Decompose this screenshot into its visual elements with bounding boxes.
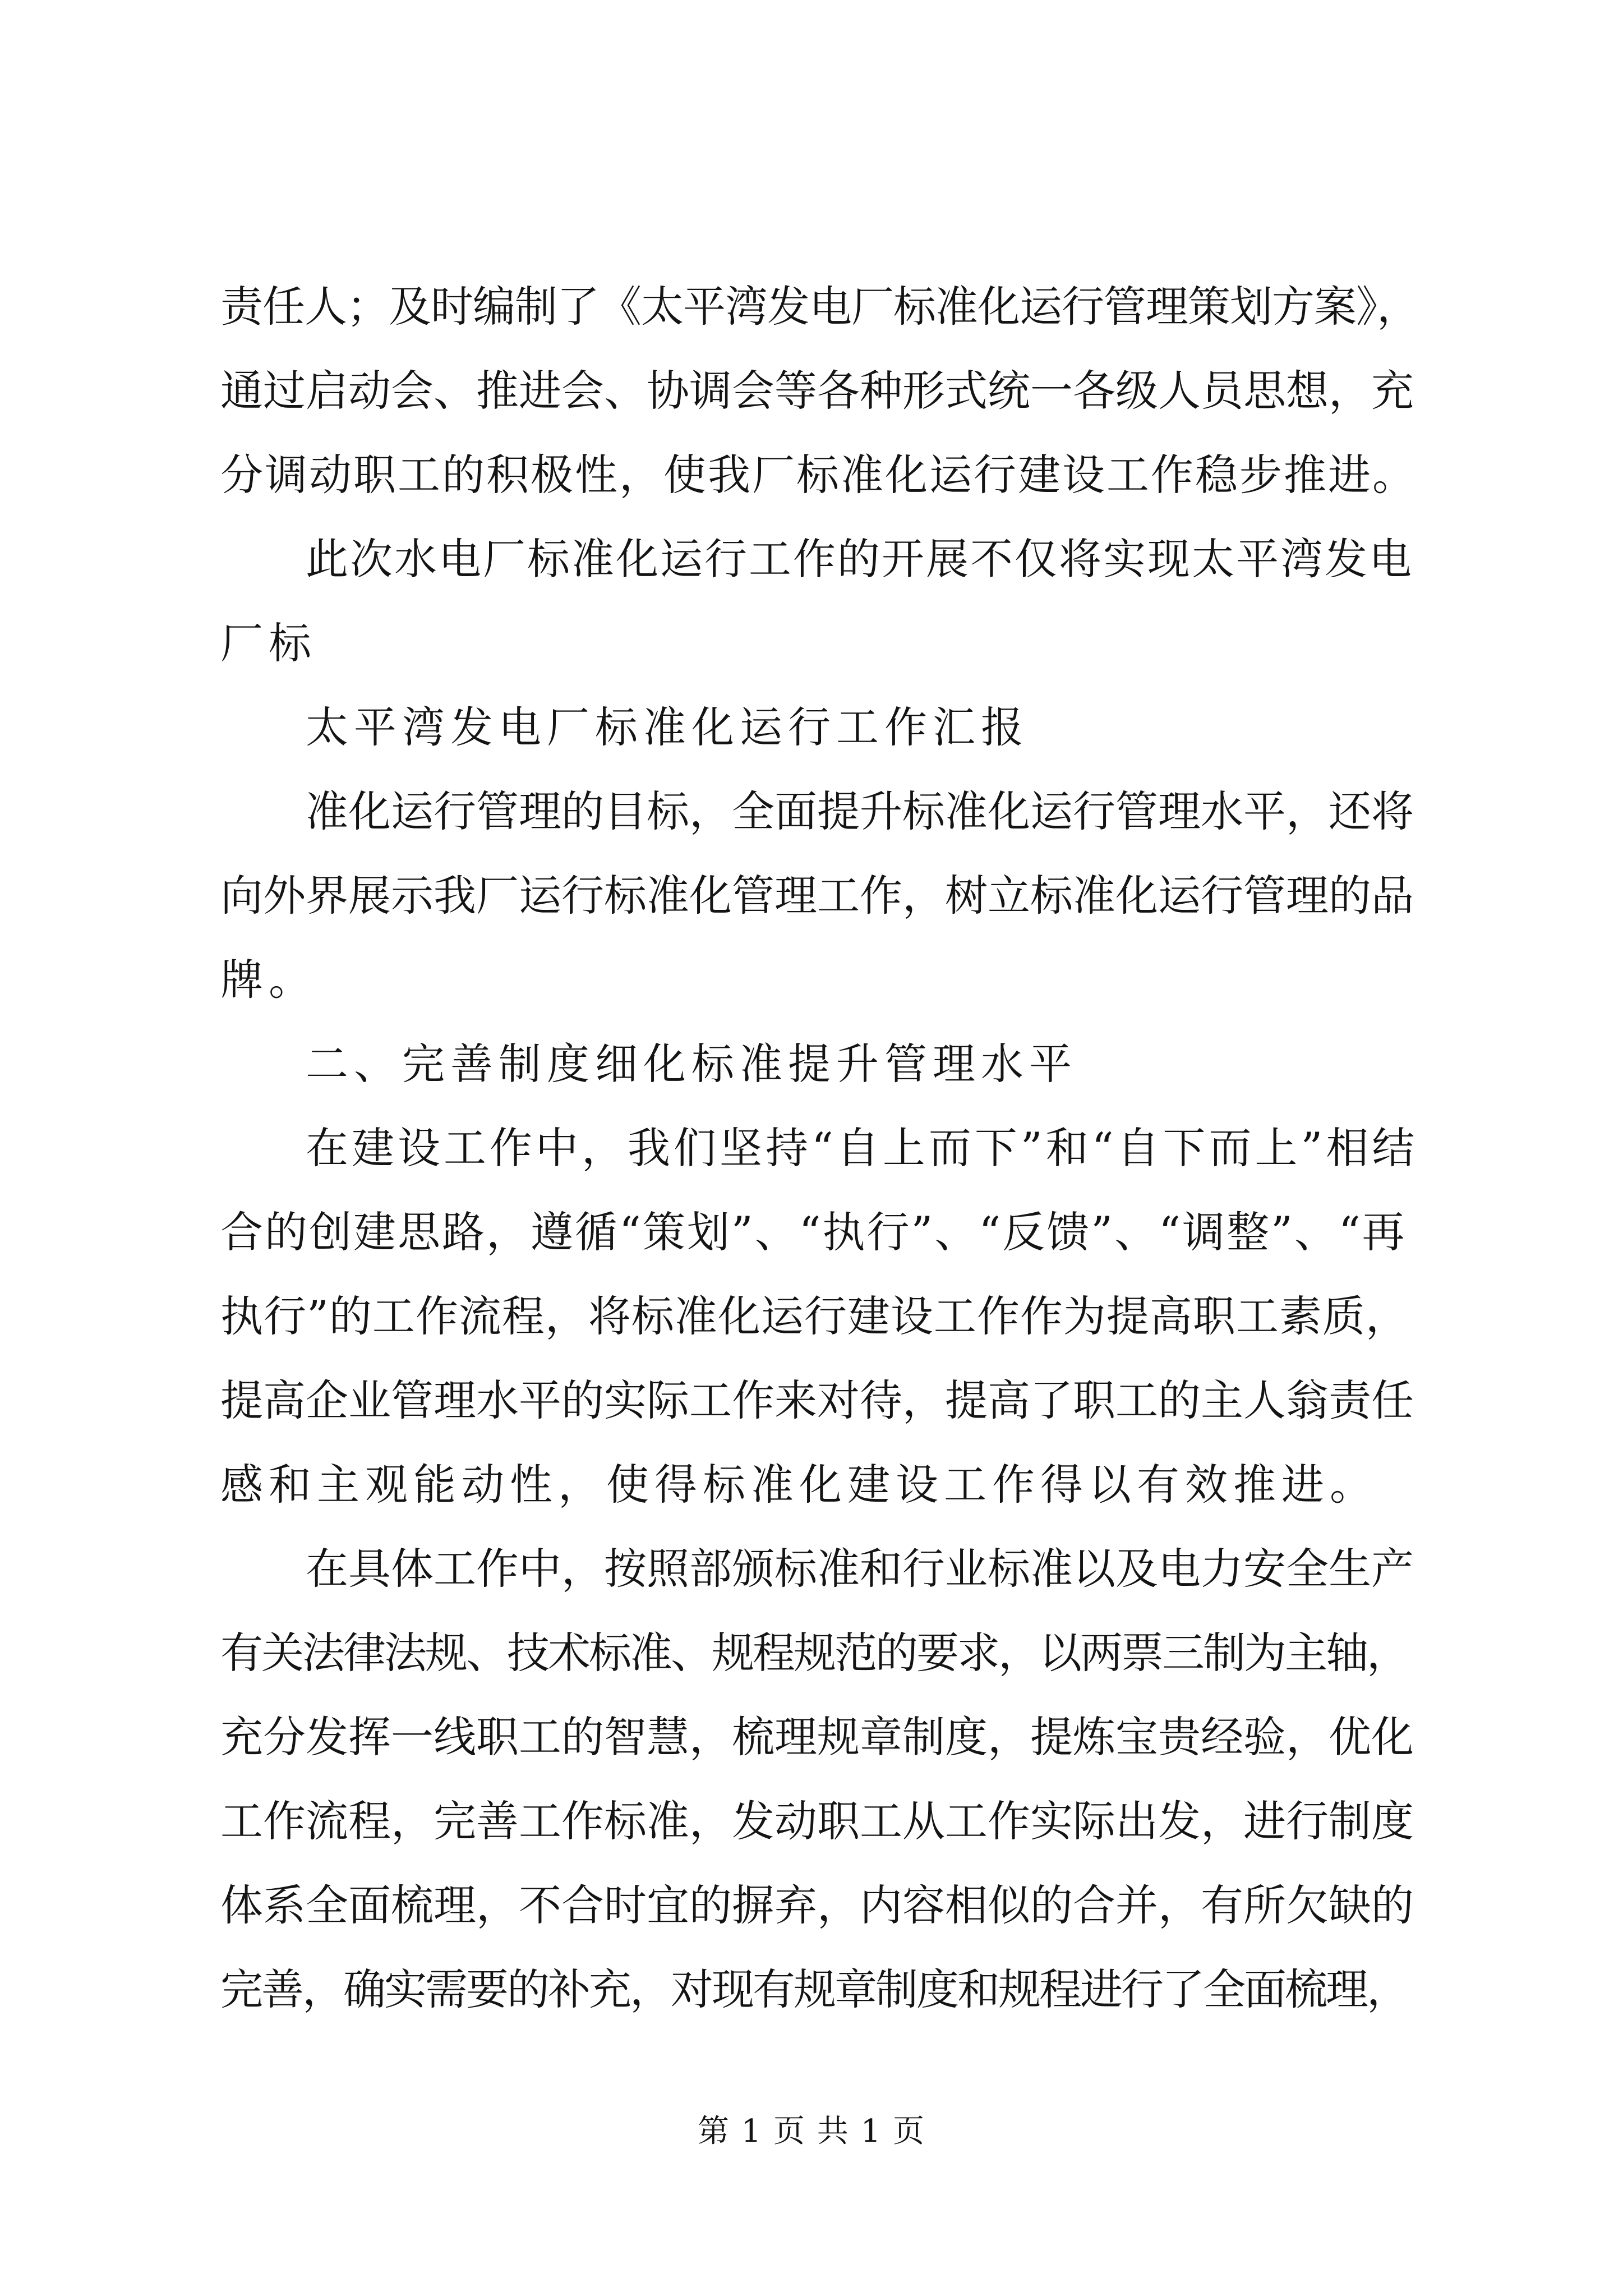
text-line: 执行”的工作流程，将标准化运行建设工作作为提高职工素质， (220, 1291, 1409, 1341)
text-line: 提高企业管理水平的实际工作来对待，提高了职工的主人翁责任 (220, 1375, 1414, 1425)
text-line: 工作流程，完善工作标准，发动职工从工作实际出发，进行制度 (220, 1796, 1414, 1846)
text-line: 在具体工作中，按照部颁标准和行业标准以及电力安全生产 (306, 1544, 1414, 1594)
text-line: 有关法律法规、技术标准、规程规范的要求，以两票三制为主轴， (220, 1628, 1408, 1678)
text-line: 准化运行管理的目标，全面提升标准化运行管理水平，还将 (306, 786, 1414, 836)
text-line: 厂标 (220, 618, 317, 668)
text-line: 责任人；及时编制了《太平湾发电厂标准化运行管理策划方案》， (220, 282, 1419, 332)
section-heading: 二、完善制度细化标准提升管理水平 (306, 1039, 1077, 1089)
text-line: 充分发挥一线职工的智慧，梳理规章制度，提炼宝贵经验，优化 (220, 1712, 1414, 1762)
text-line: 牌。 (220, 955, 317, 1005)
text-line: 分调动职工的积极性，使我厂标准化运行建设工作稳步推进。 (220, 450, 1417, 500)
text-line: 完善，确实需要的补充，对现有规章制度和规程进行了全面梳理， (220, 1964, 1408, 2014)
section-title: 太平湾发电厂标准化运行工作汇报 (306, 702, 1029, 752)
text-line: 向外界展示我厂运行标准化管理工作，树立标准化运行管理的品 (220, 871, 1414, 921)
text-line: 通过启动会、推进会、协调会等各种形式统一各级人员思想，充 (220, 366, 1414, 416)
page-number-footer: 第 1 页 共 1 页 (697, 2113, 926, 2150)
text-line: 此次水电厂标准化运行工作的开展不仅将实现太平湾发电 (306, 534, 1413, 584)
text-line: 体系全面梳理，不合时宜的摒弃，内容相似的合并，有所欠缺的 (220, 1880, 1414, 1930)
text-line: 合的创建思路，遵循“策划”、“执行”、“反馈”、“调整”、“再 (220, 1207, 1407, 1257)
text-line: 在建设工作中，我们坚持“自上而下”和“自下而上”相结 (306, 1123, 1418, 1173)
text-line: 感和主观能动性，使得标准化建设工作得以有效推进。 (220, 1460, 1378, 1510)
